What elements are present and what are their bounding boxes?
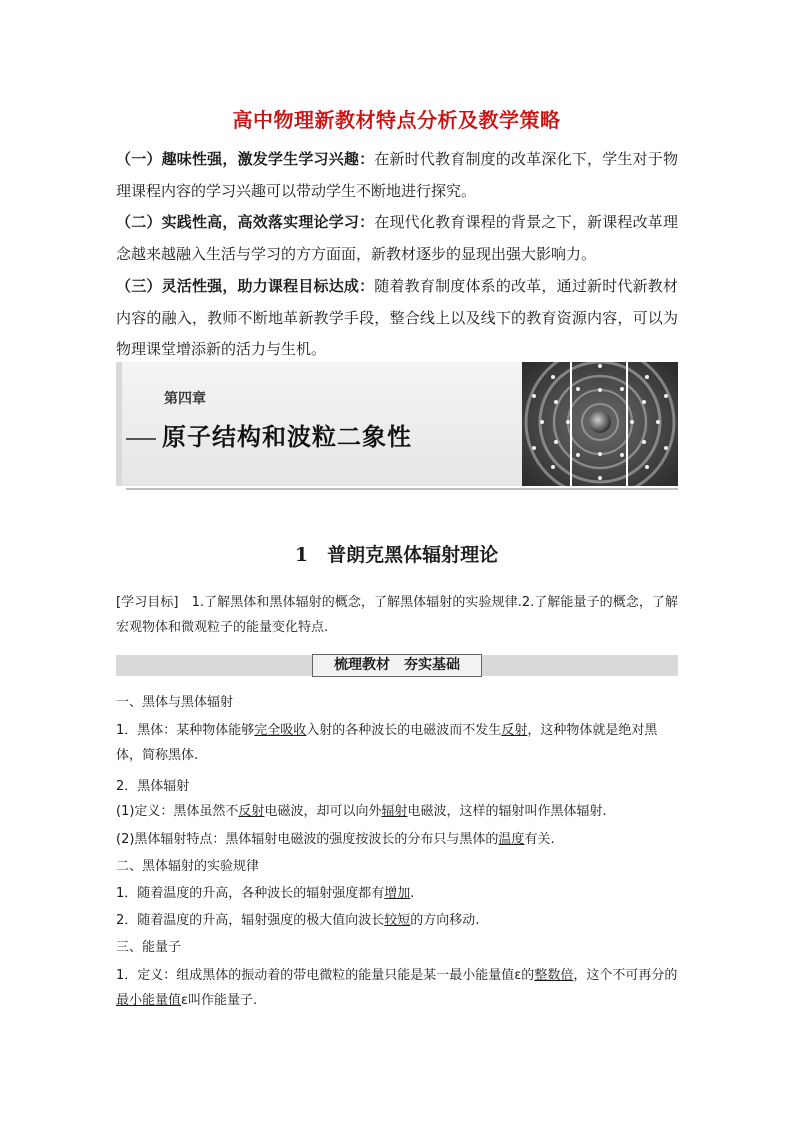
item-quantum-definition <box>116 963 678 1013</box>
learning-objectives <box>116 590 678 640</box>
fill-blank: 增加 <box>384 886 411 901</box>
text: 入射的各种波长的电磁波而不发生 <box>306 723 502 738</box>
objectives-text: 1.了解黑体和黑体辐射的概念，了解黑体辐射的实验规律.2.了解能量子的概念，了解宏观物体和微观粒子的能量变化特点. <box>116 595 678 635</box>
fill-blank: 温度 <box>498 832 525 847</box>
intro-heading-3: （三）灵活性强，助力课程目标达成： <box>116 277 375 295</box>
fill-blank: 整数倍 <box>534 968 574 983</box>
banner-edge <box>116 362 122 486</box>
fill-blank: 最小能量值 <box>116 993 182 1008</box>
chapter-label: 第四章 <box>164 391 206 407</box>
text: 1．黑体：某种物体能够 <box>116 723 255 738</box>
fill-blank: 反射 <box>238 804 265 819</box>
item-radiation-definition <box>116 799 678 824</box>
text: 2．随着温度的升高，辐射强度的极大值向波长 <box>116 913 385 928</box>
intro-paragraph-2 <box>116 207 678 270</box>
text: 电磁波，却可以向外 <box>264 804 382 819</box>
text: ，这个不可再分的 <box>573 968 678 983</box>
banner-divider <box>126 488 678 490</box>
text: ε叫作能量子. <box>181 993 258 1008</box>
fill-blank: 反射 <box>501 723 528 738</box>
text: (2)黑体辐射特点：黑体辐射电磁波的强度按波长的分布只与黑体的 <box>116 832 499 847</box>
intro-paragraph-3 <box>116 271 678 366</box>
text: ，这种物体就是绝对黑体，简称黑体. <box>116 723 658 763</box>
item-blackbody-definition <box>116 718 678 768</box>
chapter-banner <box>116 362 678 492</box>
intro-heading-2: （二）实践性高，高效落实理论学习： <box>116 213 375 231</box>
intro-text-1: 在新时代教育制度的改革深化下，学生对于物理课程内容的学习兴趣可以带动学生不断地进行探究。 <box>116 150 678 200</box>
text: 电磁波，这样的辐射叫作黑体辐射. <box>407 804 607 819</box>
intro-text-3: 随着教育制度体系的改革，通过新时代新教材内容的融入，教师不断地革新教学手段，整合线上以及线下的教育资源内容，可以为物理课堂增添新的活力与生机。 <box>116 277 678 358</box>
intro-paragraph-1 <box>116 144 678 207</box>
fill-blank: 辐射 <box>381 804 408 819</box>
fill-blank: 完全吸收 <box>254 723 307 738</box>
item-blackbody-radiation: 2．黑体辐射 <box>116 779 190 794</box>
text: 的方向移动. <box>410 913 480 928</box>
atom-illustration <box>522 362 678 486</box>
item-rule-1 <box>116 881 678 906</box>
chapter-title: 原子结构和波粒二象性 <box>162 423 412 451</box>
intro-heading-1: （一）趣味性强，激发学生学习兴趣： <box>116 150 375 168</box>
section-bar <box>116 655 678 676</box>
text: (1)定义：黑体虽然不 <box>116 804 239 819</box>
section-bar-label: 梳理教材 夯实基础 <box>312 654 482 677</box>
intro-text-2: 在现代化教育课程的背景之下，新课程改革理念越来越融入生活与学习的方方面面，新教材逐步的显现出强大影响力。 <box>116 213 678 263</box>
heading-blackbody: 一、黑体与黑体辐射 <box>116 695 234 710</box>
text: 1．随着温度的升高，各种波长的辐射强度都有 <box>116 886 385 901</box>
section-title: 1 普朗克黑体辐射理论 <box>294 544 499 566</box>
text: 1．定义：组成黑体的振动着的带电微粒的能量只能是某一最小能量值ε的 <box>116 968 535 983</box>
fill-blank: 较短 <box>384 913 411 928</box>
page-title: 高中物理新教材特点分析及教学策略 <box>232 108 561 132</box>
heading-energy-quantum: 三、能量子 <box>116 940 182 955</box>
heading-experimental-rules: 二、黑体辐射的实验规律 <box>116 859 260 874</box>
item-radiation-feature <box>116 827 678 852</box>
text: . <box>410 886 415 901</box>
objectives-label: [学习目标] <box>116 595 179 610</box>
text: 有关. <box>524 832 555 847</box>
chapter-accent-line <box>126 438 156 440</box>
item-rule-2 <box>116 908 678 933</box>
